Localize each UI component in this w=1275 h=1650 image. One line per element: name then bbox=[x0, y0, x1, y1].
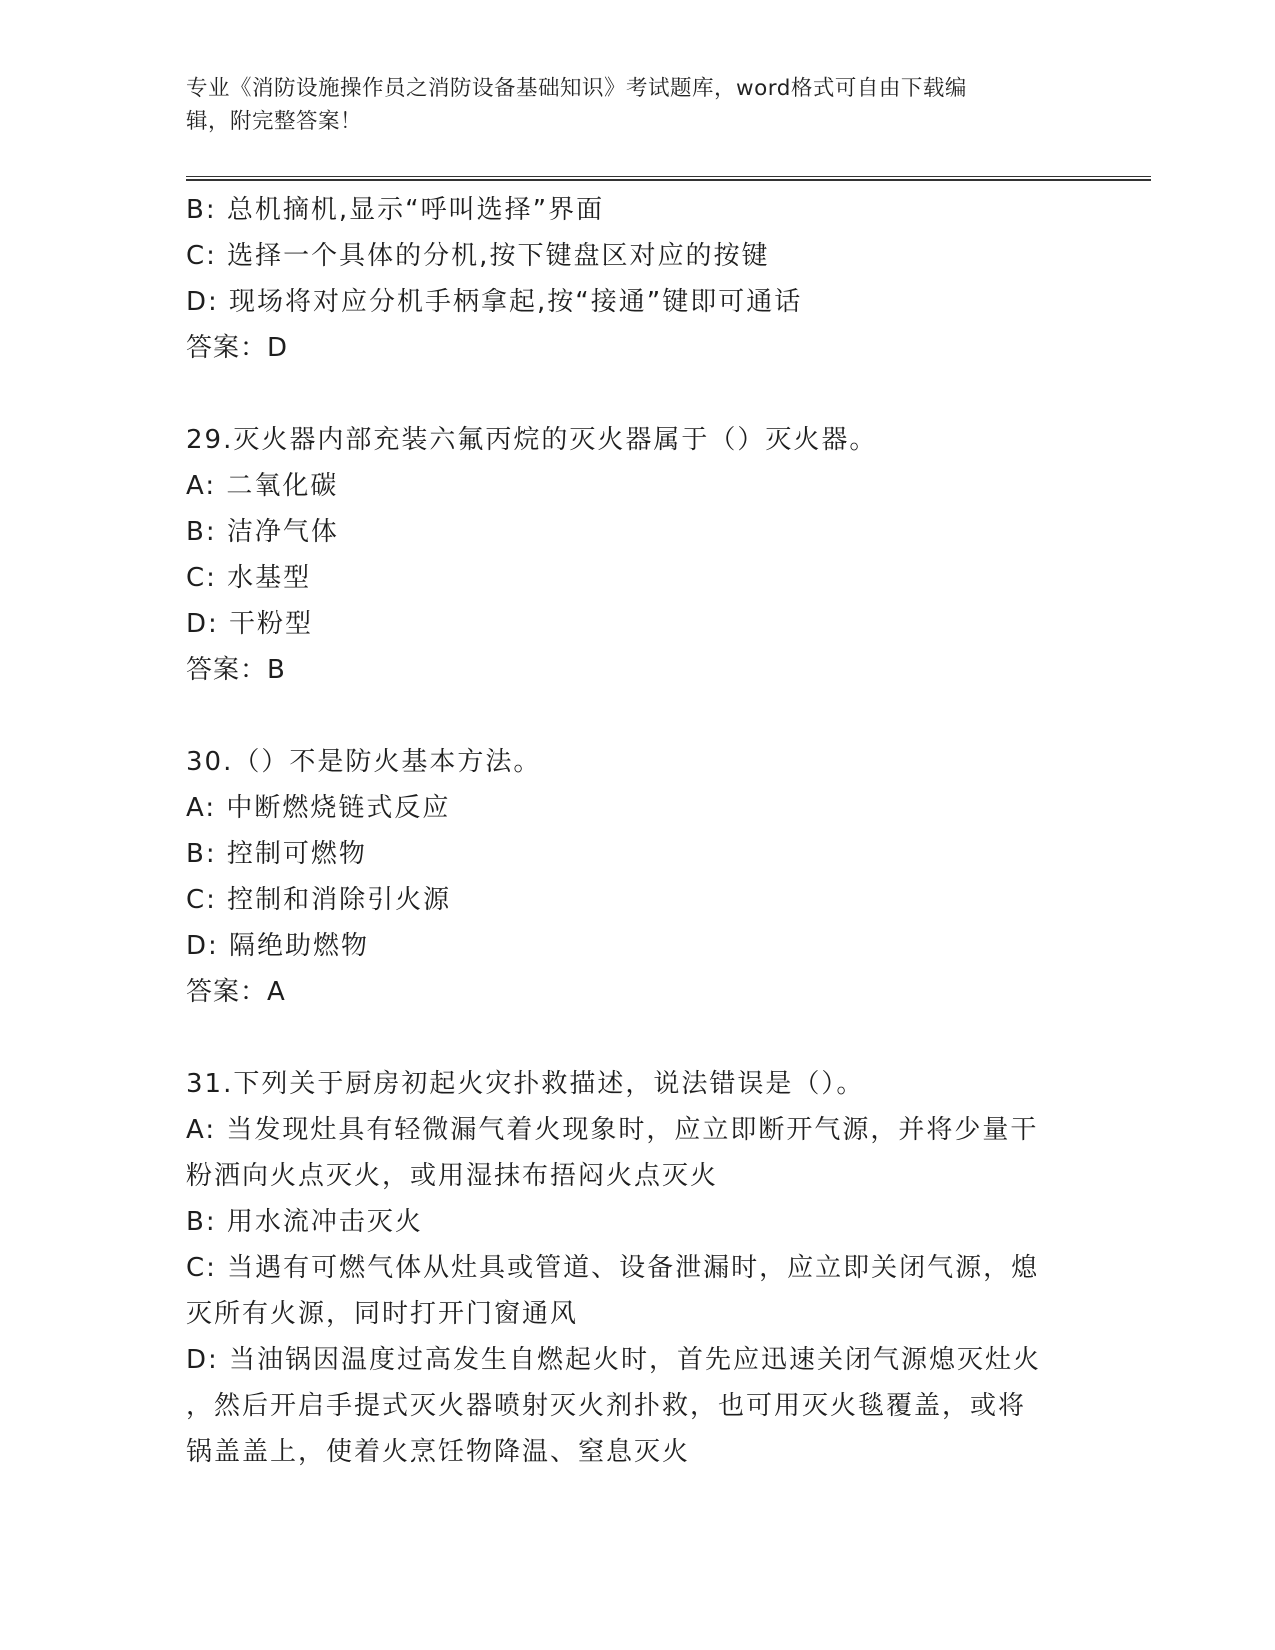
spacer bbox=[186, 371, 1086, 417]
spacer bbox=[186, 1015, 1086, 1061]
question-28-fragment bbox=[186, 187, 1086, 371]
option-c: C: 控制和消除引火源 bbox=[186, 885, 452, 915]
option-d: D: 隔绝助燃物 bbox=[186, 931, 370, 961]
option-d: D: 现场将对应分机手柄拿起,按“接通”键即可通话 bbox=[186, 287, 803, 317]
question-31 bbox=[186, 1061, 1086, 1475]
answer: 答案：B bbox=[186, 655, 286, 685]
option-c bbox=[186, 1245, 1086, 1337]
option-d-line-3: 锅盖盖上，使着火烹饪物降温、窒息灭火 bbox=[186, 1437, 691, 1467]
question-content bbox=[186, 187, 1086, 1475]
option-b: B: 总机摘机,显示“呼叫选择”界面 bbox=[186, 195, 605, 225]
option-a bbox=[186, 1107, 1086, 1199]
option-c-line-2: 灭所有火源，同时打开门窗通风 bbox=[186, 1299, 579, 1329]
option-b: B: 洁净气体 bbox=[186, 517, 339, 547]
option-b-line-1: B: 用水流冲击灭火 bbox=[186, 1207, 423, 1237]
question-stem: 29.灭火器内部充装六氟丙烷的灭火器属于（）灭火器。 bbox=[186, 425, 878, 455]
option-c-line-1: C: 当遇有可燃气体从灶具或管道、设备泄漏时，应立即关闭气源，熄 bbox=[186, 1253, 1040, 1283]
option-c: C: 选择一个具体的分机,按下键盘区对应的按键 bbox=[186, 241, 770, 271]
option-b bbox=[186, 1199, 1086, 1245]
option-d-line-1: D: 当油锅因温度过高发生自燃起火时，首先应迅速关闭气源熄灭灶火 bbox=[186, 1345, 1042, 1375]
option-d bbox=[186, 1337, 1086, 1475]
option-c: C: 水基型 bbox=[186, 563, 312, 593]
option-a-line-2: 粉洒向火点灭火，或用湿抹布捂闷火点灭火 bbox=[186, 1161, 719, 1191]
option-b: B: 控制可燃物 bbox=[186, 839, 367, 869]
option-a: A: 中断燃烧链式反应 bbox=[186, 793, 451, 823]
answer: 答案：A bbox=[186, 977, 286, 1007]
spacer bbox=[186, 693, 1086, 739]
option-a: A: 二氧化碳 bbox=[186, 471, 339, 501]
option-d: D: 干粉型 bbox=[186, 609, 314, 639]
header-divider bbox=[186, 176, 1151, 181]
document-header bbox=[186, 72, 1086, 138]
answer: 答案：D bbox=[186, 333, 289, 363]
option-d-line-2: ，然后开启手提式灭火器喷射灭火剂扑救，也可用灭火毯覆盖，或将 bbox=[186, 1391, 1027, 1421]
header-line-1: 专业《消防设施操作员之消防设备基础知识》考试题库，word格式可自由下载编 bbox=[186, 76, 967, 101]
option-a-line-1: A: 当发现灶具有轻微漏气着火现象时，应立即断开气源，并将少量干 bbox=[186, 1115, 1039, 1145]
question-stem: 31.下列关于厨房初起火灾扑救描述，说法错误是（）。 bbox=[186, 1069, 865, 1099]
question-stem: 30.（）不是防火基本方法。 bbox=[186, 747, 542, 777]
question-29 bbox=[186, 417, 1086, 693]
header-line-2: 辑，附完整答案！ bbox=[186, 109, 363, 134]
question-30 bbox=[186, 739, 1086, 1015]
